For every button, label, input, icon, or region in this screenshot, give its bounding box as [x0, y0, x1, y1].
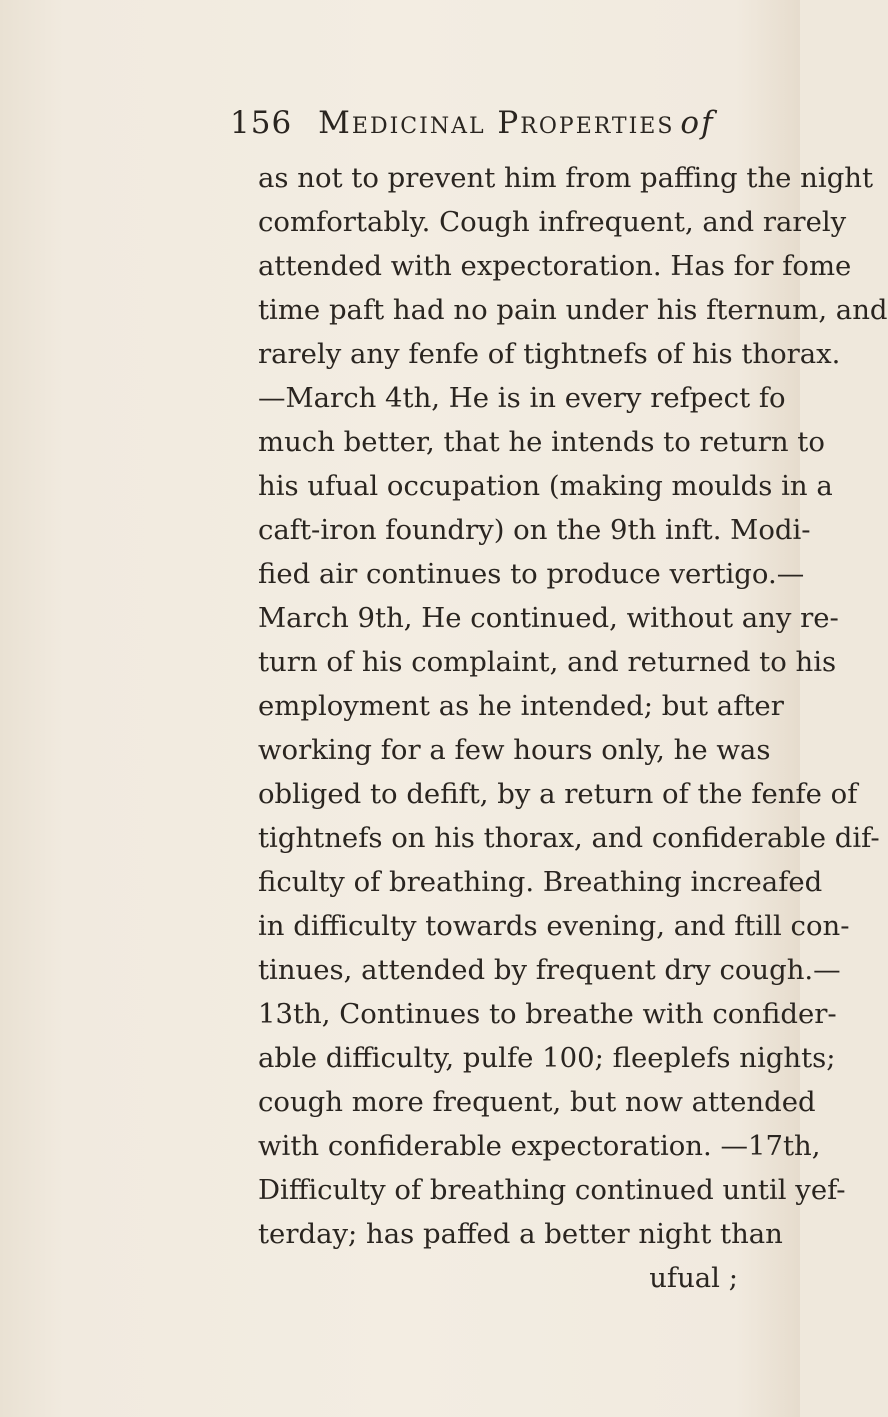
text-line: working for a few hours only, he was	[258, 734, 771, 766]
text-line: obliged to defift, by a return of the fenfe of	[258, 778, 858, 810]
text-line: 13th, Continues to breathe with confider-	[258, 998, 837, 1030]
text-line: tinues, attended by frequent dry cough.—	[258, 954, 841, 986]
text-line: time paft had no pain under his fternum, and	[258, 294, 888, 326]
text-line: turn of his complaint, and returned to his	[258, 646, 837, 678]
catchword-line: ufual ;	[649, 1262, 738, 1294]
text-line: his ufual occupation (making moulds in a	[258, 470, 833, 502]
body-text	[258, 156, 888, 1300]
text-line: Difficulty of breathing continued until yef-	[258, 1174, 846, 1206]
running-header	[230, 105, 715, 141]
text-line: ficulty of breathing. Breathing increafed	[258, 866, 823, 898]
text-line: employment as he intended; but after	[258, 690, 784, 722]
text-line: March 9th, He continued, without any re-	[258, 602, 839, 634]
text-line: rarely any fenfe of tightnefs of his thorax.	[258, 338, 841, 370]
page-number: 156	[230, 105, 293, 141]
text-line: —March 4th, He is in every refpect fo	[258, 382, 786, 414]
text-line: much better, that he intends to return to	[258, 426, 825, 458]
running-title: Medicinal Properties	[318, 105, 675, 141]
text-line: as not to prevent him from paffing the night	[258, 162, 874, 194]
text-line: caft-iron foundry) on the 9th inft. Modi-	[258, 514, 811, 546]
running-title-suffix: of	[680, 105, 715, 141]
text-line: able difficulty, pulfe 100; fleeplefs nights;	[258, 1042, 836, 1074]
text-line: comfortably. Cough infrequent, and rarely	[258, 206, 847, 238]
text-line: with confiderable expectoration. —17th,	[258, 1130, 821, 1162]
text-line: attended with expectoration. Has for fome	[258, 250, 852, 282]
text-line: in difficulty towards evening, and ftill con-	[258, 910, 850, 942]
text-line: fied air continues to produce vertigo.—	[258, 558, 805, 590]
text-line: terday; has paffed a better night than	[258, 1218, 783, 1250]
text-line: tightnefs on his thorax, and confiderable dif-	[258, 822, 880, 854]
text-line: cough more frequent, but now attended	[258, 1086, 816, 1118]
